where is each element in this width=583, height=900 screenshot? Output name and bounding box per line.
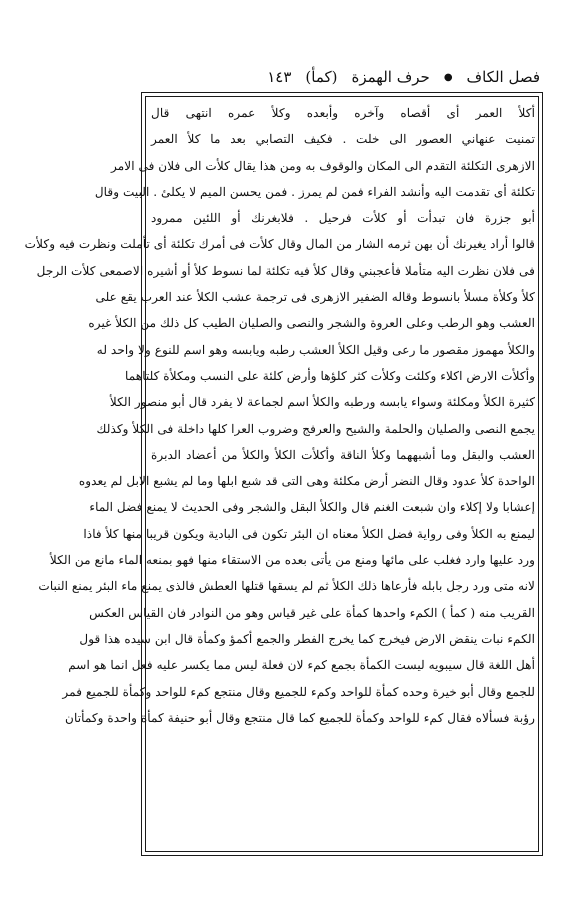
text-line: تكلئة أى تقدمت اليه وأنشد الفراء فمن لم يمرز . فمن يحسن الميم لا يكلئ . البيت وقال bbox=[94, 184, 535, 199]
page-header bbox=[140, 66, 540, 88]
section-title: فصل الكاف bbox=[466, 68, 540, 86]
text-line: كلأ وكلأة مسلأ بانسوط وقاله الضفير الازهرى فى ترجمة عشب الكلأ عند العرب يقع على bbox=[95, 290, 535, 305]
page-number: ١٤٣ bbox=[267, 68, 292, 86]
text-line: لانه متى ورد رجل بابله فأرعاها ذلك الكلأ ثم لم يسقها قتلها العطش فالذى يمنع ماء البئر يمنع النبات bbox=[38, 579, 535, 594]
text-line: تمنيت عنهاني العصور الى خلت . فكيف التصابي بعد ما كلأ العمر bbox=[151, 132, 535, 147]
headword: (كمأ) bbox=[305, 68, 338, 86]
chapter-title: حرف الهمزة bbox=[351, 68, 430, 86]
text-line: إعشابا ولا إكلاء وان شبعت الغنم قال والكلأ البقل والشجر وفى الحديث لا يمنع فضل الماء bbox=[89, 500, 535, 515]
text-line: العشب وهو الرطب وعلى العروة والشجر والنصى والصليان الطيب كل ذلك من الكلأ غيره bbox=[88, 316, 535, 331]
text-line: قالوا أراد يغيرنك أن بهن ثرمه الشار من المال وقال كلأت فى أمرك تكلئة أى تأملت ونظرت فيه وكلأت bbox=[24, 237, 535, 252]
text-line: فى فلان نظرت اليه متأملا فأعجبني وقال كلأ فيه تكلئة لما نسوط كلأ أو أشيره الاصمعى كلأت الرجل bbox=[36, 263, 535, 278]
text-line: الواحدة كلأ عدود وقال النضر أرض مكلئة وهى التى قد شبع ابلها وما لم يشبع الابل لم يعدوه bbox=[78, 474, 535, 489]
text-line: ليمنع به الكلأ وفى رواية فضل الكلأ معناه ان البئر تكون فى البادية ويكون قريبا منها كلأ فاذا bbox=[83, 526, 535, 541]
separator-dot: ● bbox=[443, 71, 453, 83]
text-line: وأكلأت الارض اكلاء وكلئت وكلأت كثر كلؤها وأرض كلئة على النسب ومكلأة كلتاهما bbox=[125, 368, 535, 383]
text-line: رؤبة فسألاه فقال كمء للواحد وكمأة للجميع كما قال منتجع وقال أبو حنيفة كمأة واحدة وكمأتان bbox=[65, 710, 535, 725]
text-line: أهل اللغة قال سيبويه ليست الكمأة بجمع كمء لان فعلة ليس مما يكسر عليه فعل انما هو اسم bbox=[68, 658, 535, 673]
text-body bbox=[24, 100, 535, 848]
text-line: كثيرة الكلأ ومكلئة وسواء يابسه ورطبه والكلأ اسم لجماعة لا يفرد قال أبو منصور الكلأ bbox=[109, 395, 535, 410]
text-line: يجمع النصى والصليان والحلمة والشيح والعرفج وضروب العرا كلها داخلة فى الكلأ وكذلك bbox=[96, 421, 535, 436]
text-line: العشب والبقل وما أشبههما وكلأ الناقة وأكلأت الكلأ والكلأ من أعضاد الدبرة bbox=[151, 447, 535, 462]
text-line: أكلأ العمر أى أقصاه وآخره وأبعده وكلأ عمره انتهى قال bbox=[151, 106, 535, 120]
text-line: القريب منه ( كمأ ) الكمء واحدها كمأة على غير قياس وهو من النوادر فان القياس العكس bbox=[89, 605, 535, 620]
text-line: ورد عليها وارد فغلب على مائها ومنع من يأتى بعده من الاستقاء منها فهو بمنعه الماء مانع من الكلأ bbox=[49, 553, 535, 568]
text-line: الازهرى التكلئة التقدم الى المكان والوقوف به ومن هذا يقال كلأت الى فلان فى الامر bbox=[110, 158, 535, 173]
text-line: أبو جزرة فان تبدأت أو كلأت فرحيل . فلابغرنك أو اللئين ممرود bbox=[151, 211, 535, 226]
text-line: للجمع وقال أبو خيرة وحده كمأة للواحد وكمء للجميع وقال منتجع كمء للواحد وكمأة للجميع فمر bbox=[62, 684, 535, 699]
text-line: الكمء نبات ينقض الارض فيخرج كما يخرج الفطر والجمع أكمؤ وكمأة قال ابن سيده هذا قول bbox=[79, 631, 535, 646]
text-line: والكلأ مهموز مقصور ما رعى وقيل الكلأ العشب رطبه ويابسه وهو اسم للنوع ولا واحد له bbox=[96, 342, 535, 357]
